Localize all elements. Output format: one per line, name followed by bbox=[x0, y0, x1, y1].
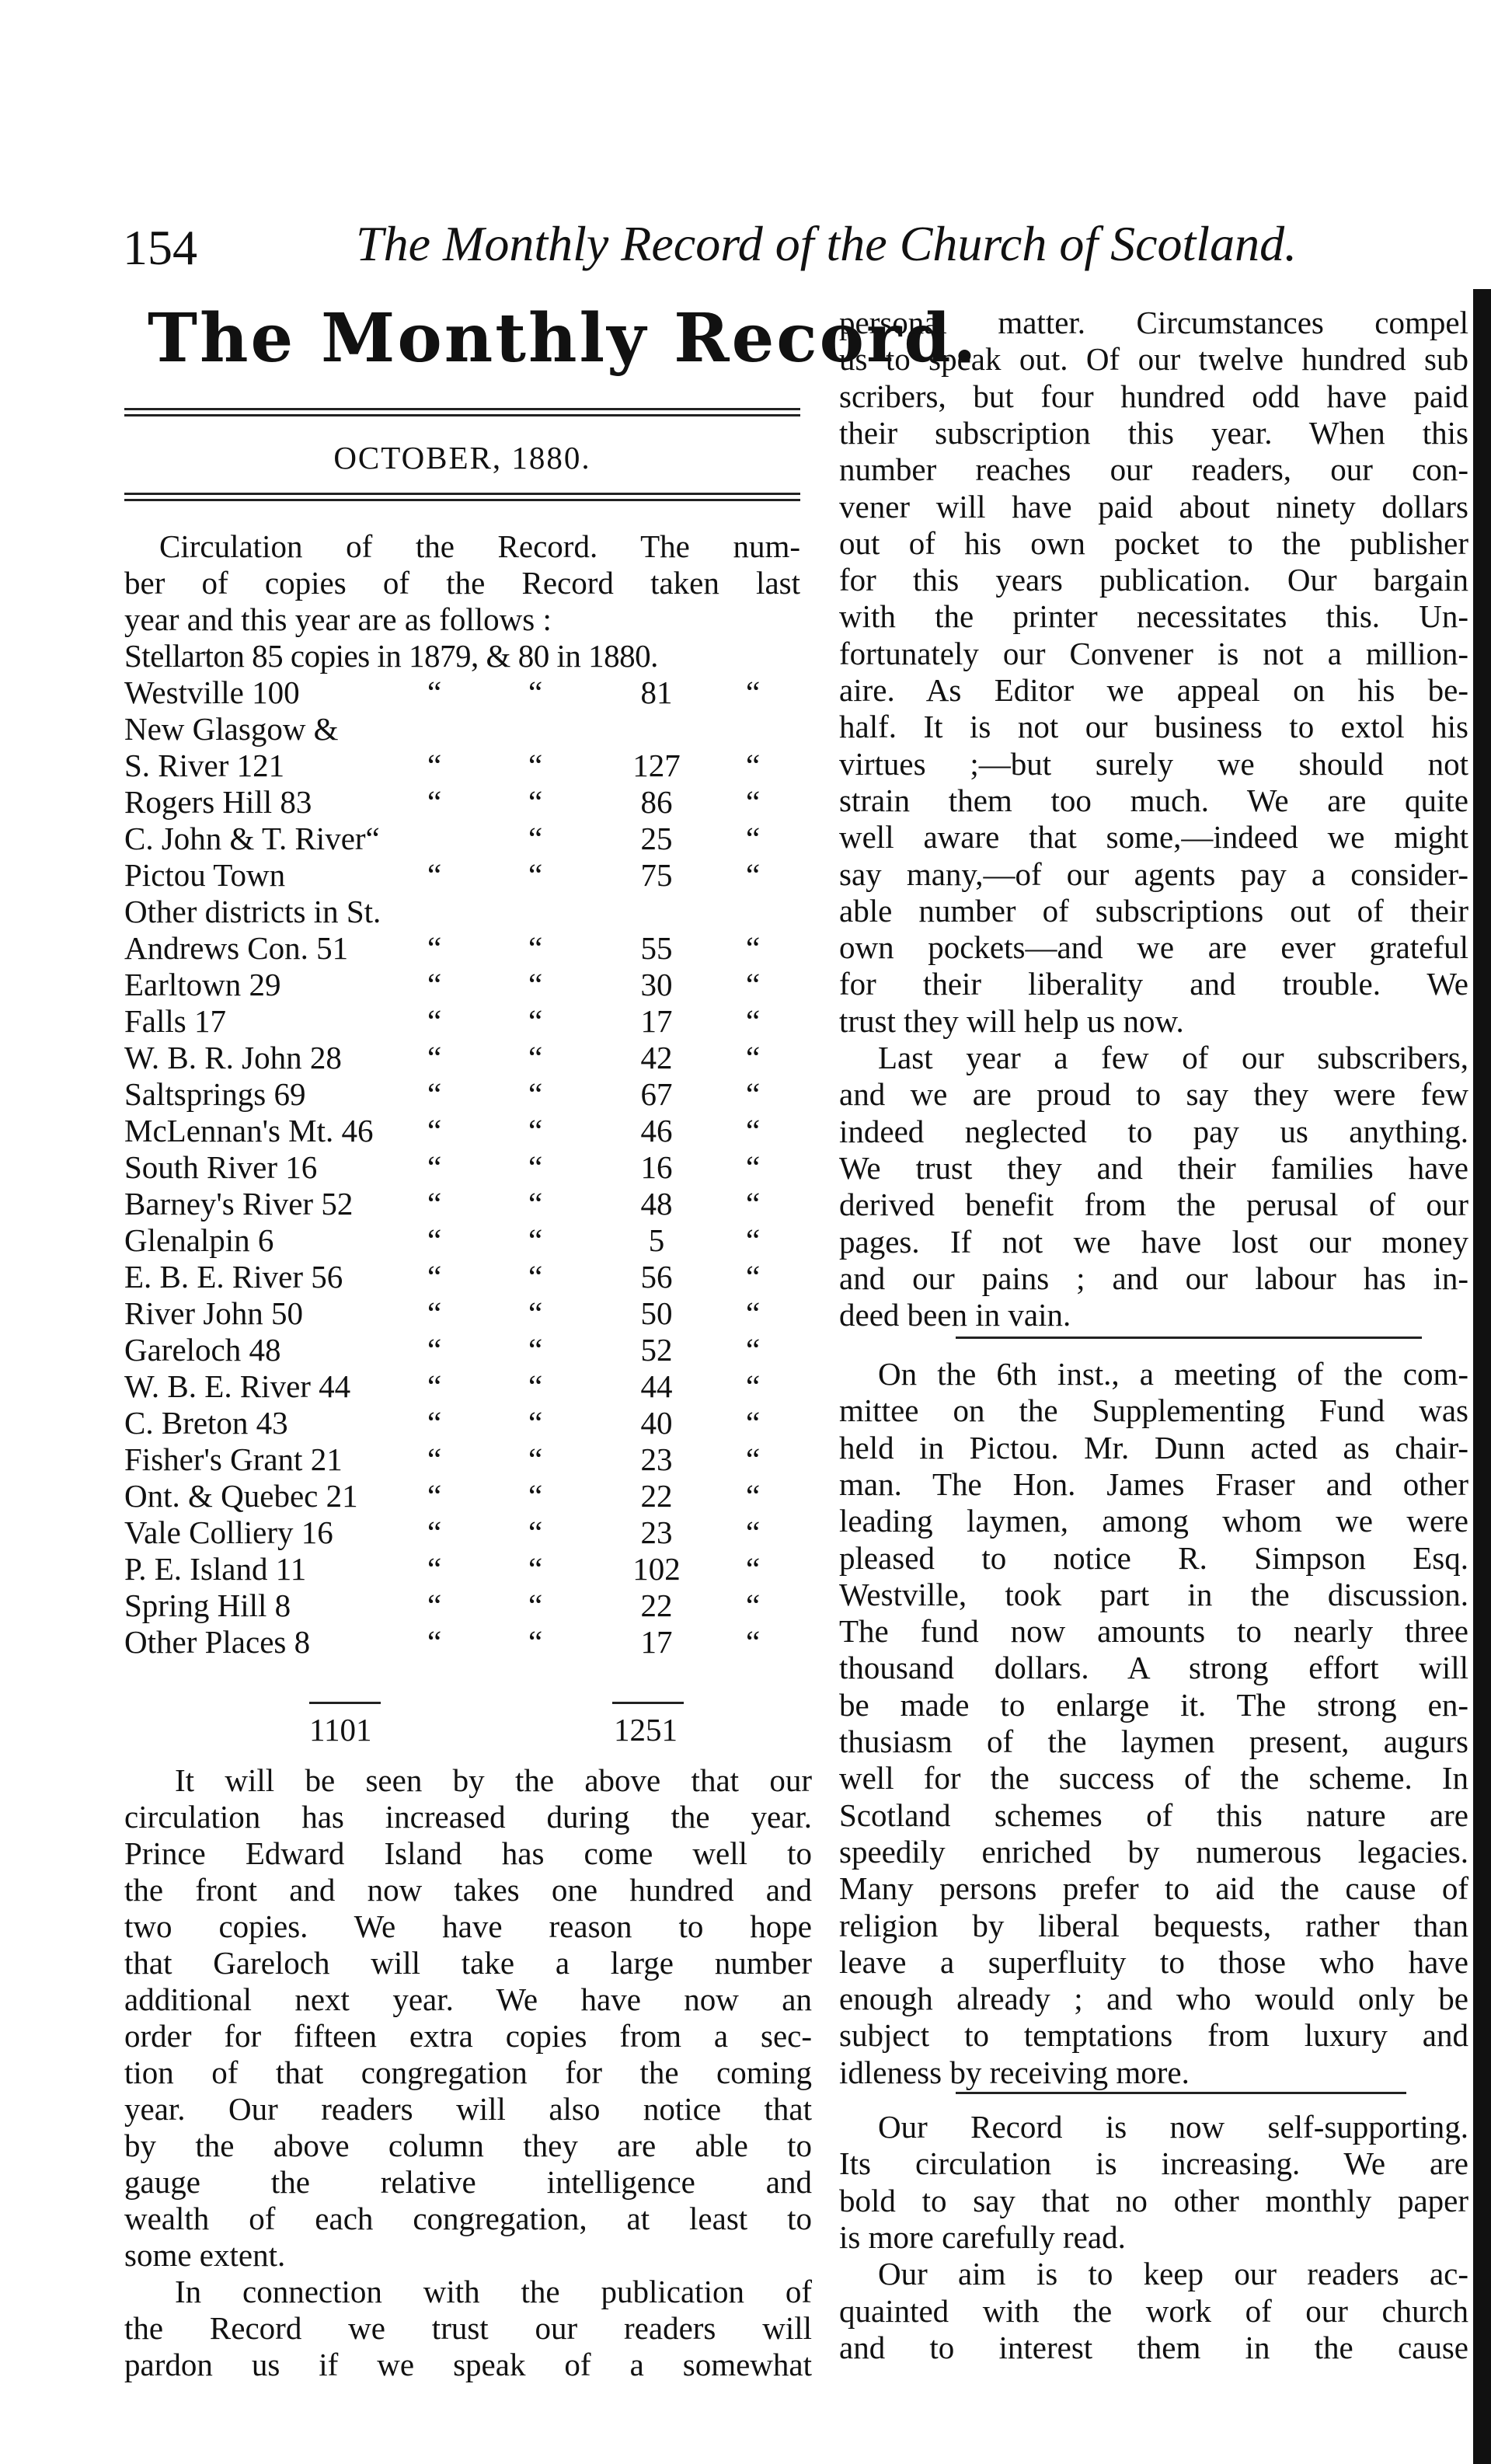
ditto-mark: “ bbox=[427, 1514, 442, 1550]
total-1879: 1101 bbox=[309, 1712, 372, 1748]
table-row bbox=[124, 1587, 800, 1624]
body-text-line: the Record we trust our readers will bbox=[124, 2310, 812, 2346]
masthead-title: The Monthly Record. bbox=[148, 299, 979, 378]
page-number: 154 bbox=[123, 220, 197, 275]
row-place: Gareloch 48 bbox=[124, 1332, 281, 1368]
body-text-line: and our pains ; and our labour has in- bbox=[839, 1260, 1468, 1296]
ditto-mark: “ bbox=[427, 1551, 442, 1587]
row-1880-value: 5 bbox=[648, 1222, 665, 1258]
body-text-line: Scotland schemes of this nature are bbox=[839, 1797, 1468, 1833]
ditto-mark: “ bbox=[746, 967, 761, 1002]
ditto-mark: “ bbox=[427, 1259, 442, 1295]
ditto-mark: “ bbox=[427, 1222, 442, 1258]
ditto-mark: “ bbox=[528, 1222, 543, 1258]
ditto-mark: “ bbox=[746, 1149, 761, 1185]
row-1880-value: 16 bbox=[640, 1149, 673, 1185]
section-divider bbox=[956, 1337, 1422, 1339]
ditto-mark: “ bbox=[746, 748, 761, 783]
row-place: Andrews Con. 51 bbox=[124, 930, 349, 966]
ditto-mark: “ bbox=[746, 1259, 761, 1295]
ditto-mark: “ bbox=[427, 1076, 442, 1112]
body-text-line: is more carefully read. bbox=[839, 2218, 1126, 2255]
row-1880-value: 75 bbox=[640, 857, 673, 893]
table-row bbox=[124, 1076, 800, 1113]
row-1880-value: 17 bbox=[640, 1003, 673, 1039]
row-place: Glenalpin 6 bbox=[124, 1222, 274, 1258]
body-text-line: their subscription this year. When this bbox=[839, 414, 1468, 451]
total-rule bbox=[612, 1702, 684, 1704]
table-row bbox=[124, 1295, 800, 1332]
body-text-line: some extent. bbox=[124, 2237, 286, 2273]
body-text-line: able number of subscriptions out of their bbox=[839, 892, 1468, 929]
body-text-line: derived benefit from the perusal of our bbox=[839, 1187, 1468, 1223]
ditto-mark: “ bbox=[746, 1332, 761, 1368]
body-text-line: Its circulation is increasing. We are bbox=[839, 2145, 1468, 2182]
row-place: W. B. R. John 28 bbox=[124, 1040, 342, 1075]
row-1880-value: 23 bbox=[640, 1441, 673, 1477]
ditto-mark: “ bbox=[746, 1003, 761, 1039]
body-text-line: Our aim is to keep our readers ac- bbox=[878, 2256, 1468, 2292]
ditto-mark: “ bbox=[427, 1040, 442, 1075]
body-text-line: and to interest them in the cause bbox=[839, 2329, 1468, 2365]
row-place: Westville 100 bbox=[124, 674, 300, 710]
row-1880-value: 81 bbox=[640, 674, 673, 710]
intro-line: Circulation of the Record. The num- bbox=[159, 528, 800, 564]
ditto-mark: “ bbox=[427, 674, 442, 710]
ditto-mark: “ bbox=[528, 1441, 543, 1477]
row-place: Spring Hill 8 bbox=[124, 1587, 291, 1623]
ditto-mark: “ bbox=[427, 1295, 442, 1331]
row-1880-value: 55 bbox=[640, 930, 673, 966]
body-text-line: trust they will help us now. bbox=[839, 1002, 1184, 1039]
ditto-mark: “ bbox=[746, 1514, 761, 1550]
intro-line: year and this year are as follows : bbox=[124, 601, 552, 637]
body-text-line: deed been in vain. bbox=[839, 1297, 1071, 1333]
ditto-mark: “ bbox=[746, 1076, 761, 1112]
masthead-rule-top bbox=[124, 408, 800, 410]
row-1880-value: 25 bbox=[640, 821, 673, 856]
ditto-mark: “ bbox=[746, 1624, 761, 1660]
body-text-line: with the printer necessitates this. Un- bbox=[839, 598, 1468, 635]
body-text-line: the front and now takes one hundred and bbox=[124, 1872, 812, 1908]
row-1880-value: 127 bbox=[632, 748, 681, 783]
body-text-line: pages. If not we have lost our money bbox=[839, 1223, 1468, 1260]
body-text-line: out of his own pocket to the publisher bbox=[839, 525, 1468, 561]
body-text-line: wealth of each congregation, at least to bbox=[124, 2201, 812, 2236]
ditto-mark: “ bbox=[427, 1405, 442, 1441]
row-1880-value: 17 bbox=[640, 1624, 673, 1660]
table-row bbox=[124, 1186, 800, 1222]
intro-line: ber of copies of the Record taken last bbox=[124, 565, 800, 601]
body-text-line: be made to enlarge it. The strong en- bbox=[839, 1686, 1468, 1723]
ditto-mark: “ bbox=[746, 930, 761, 966]
body-text-line: half. It is not our business to extol his bbox=[839, 709, 1468, 745]
table-row bbox=[124, 967, 800, 1003]
masthead-rule-top-double bbox=[124, 414, 800, 416]
body-text-line: In connection with the publication of bbox=[175, 2274, 812, 2309]
row-place: New Glasgow & bbox=[124, 711, 339, 747]
body-text-line: for their liberality and trouble. We bbox=[839, 966, 1468, 1002]
ditto-mark: “ bbox=[427, 1003, 442, 1039]
body-text-line: thousand dollars. A strong effort will bbox=[839, 1650, 1468, 1686]
row-1880-value: 44 bbox=[640, 1368, 673, 1404]
body-text-line: say many,—of our agents pay a consider- bbox=[839, 856, 1468, 892]
table-first-row: Stellarton 85 copies in 1879, & 80 in 1880. bbox=[124, 638, 658, 674]
ditto-mark: “ bbox=[746, 1222, 761, 1258]
ditto-mark: “ bbox=[427, 1113, 442, 1148]
body-text-line: On the 6th inst., a meeting of the com- bbox=[878, 1356, 1468, 1392]
table-row bbox=[124, 1222, 800, 1259]
table-row bbox=[124, 1441, 800, 1478]
ditto-mark: “ bbox=[528, 857, 543, 893]
body-text-line: scribers, but four hundred odd have paid bbox=[839, 378, 1468, 414]
body-text-line: by the above column they are able to bbox=[124, 2128, 812, 2163]
dateline-rule-bottom bbox=[124, 493, 800, 495]
row-place: Other districts in St. bbox=[124, 894, 381, 929]
ditto-mark: “ bbox=[427, 1149, 442, 1185]
body-text-line: two copies. We have reason to hope bbox=[124, 1908, 812, 1944]
table-row bbox=[124, 1368, 800, 1405]
body-text-line: We trust they and their families have bbox=[839, 1149, 1468, 1186]
ditto-mark: “ bbox=[427, 857, 442, 893]
body-text-line: subject to temptations from luxury and bbox=[839, 2017, 1468, 2054]
body-text-line: idleness by receiving more. bbox=[839, 2054, 1190, 2090]
table-row bbox=[124, 1113, 800, 1149]
ditto-mark: “ bbox=[528, 1551, 543, 1587]
body-text-line: fortunately our Convener is not a million- bbox=[839, 635, 1468, 671]
row-1880-value: 30 bbox=[640, 967, 673, 1002]
ditto-mark: “ bbox=[528, 784, 543, 820]
total-1880: 1251 bbox=[614, 1712, 678, 1748]
body-text-line: man. The Hon. James Fraser and other bbox=[839, 1466, 1468, 1502]
ditto-mark: “ bbox=[746, 1113, 761, 1148]
ditto-mark: “ bbox=[528, 1587, 543, 1623]
ditto-mark: “ bbox=[746, 1368, 761, 1404]
row-place: Earltown 29 bbox=[124, 967, 281, 1002]
ditto-mark: “ bbox=[427, 1368, 442, 1404]
table-row bbox=[124, 1259, 800, 1295]
ditto-mark: “ bbox=[528, 1368, 543, 1404]
ditto-mark: “ bbox=[427, 1441, 442, 1477]
body-text-line: personal matter. Circumstances compel bbox=[839, 305, 1468, 340]
body-text-line: for this years publication. Our bargain bbox=[839, 562, 1468, 598]
ditto-mark: “ bbox=[427, 748, 442, 783]
row-1880-value: 23 bbox=[640, 1514, 673, 1550]
ditto-mark: “ bbox=[746, 1405, 761, 1441]
body-text-line: us to speak out. Of our twelve hundred sub bbox=[839, 341, 1468, 378]
table-row bbox=[124, 711, 800, 748]
row-1880-value: 42 bbox=[640, 1040, 673, 1075]
ditto-mark: “ bbox=[528, 1259, 543, 1295]
body-text-line: It will be seen by the above that our bbox=[175, 1762, 812, 1798]
body-text-line: additional next year. We have now an bbox=[124, 1981, 812, 2017]
ditto-mark: “ bbox=[427, 1478, 442, 1514]
ditto-mark: “ bbox=[746, 784, 761, 820]
body-text-line: enough already ; and who would only be bbox=[839, 1981, 1468, 2017]
table-row bbox=[124, 1624, 800, 1661]
row-1880-value: 102 bbox=[632, 1551, 681, 1587]
running-title: The Monthly Record of the Church of Scotland. bbox=[356, 216, 1298, 271]
body-text-line: held in Pictou. Mr. Dunn acted as chair- bbox=[839, 1429, 1468, 1466]
body-text-line: quainted with the work of our church bbox=[839, 2292, 1468, 2329]
row-place: Other Places 8 bbox=[124, 1624, 311, 1660]
row-place: McLennan's Mt. 46 bbox=[124, 1113, 374, 1148]
ditto-mark: “ bbox=[746, 674, 761, 710]
ditto-mark: “ bbox=[528, 967, 543, 1002]
row-1880-value: 52 bbox=[640, 1332, 673, 1368]
row-1880-value: 48 bbox=[640, 1186, 673, 1222]
table-row bbox=[124, 1040, 800, 1076]
ditto-mark: “ bbox=[746, 1551, 761, 1587]
row-place: Barney's River 52 bbox=[124, 1186, 354, 1222]
ditto-mark: “ bbox=[746, 1295, 761, 1331]
row-place: Vale Colliery 16 bbox=[124, 1514, 333, 1550]
row-place: Falls 17 bbox=[124, 1003, 226, 1039]
body-text-line: Our Record is now self-supporting. bbox=[878, 2109, 1468, 2145]
body-text-line: indeed neglected to pay us anything. bbox=[839, 1113, 1468, 1149]
ditto-mark: “ bbox=[427, 930, 442, 966]
ditto-mark: “ bbox=[528, 1514, 543, 1550]
ditto-mark: “ bbox=[427, 784, 442, 820]
table-row bbox=[124, 1551, 800, 1587]
ditto-mark: “ bbox=[528, 1149, 543, 1185]
body-text-line: circulation has increased during the year. bbox=[124, 1799, 812, 1835]
body-text-line: pardon us if we speak of a somewhat bbox=[124, 2347, 812, 2382]
ditto-mark: “ bbox=[427, 967, 442, 1002]
ditto-mark: “ bbox=[746, 857, 761, 893]
row-place: W. B. E. River 44 bbox=[124, 1368, 351, 1404]
body-text-line: well for the success of the scheme. In bbox=[839, 1760, 1468, 1797]
ditto-mark: “ bbox=[528, 1003, 543, 1039]
row-place: Rogers Hill 83 bbox=[124, 784, 312, 820]
ditto-mark: “ bbox=[427, 1624, 442, 1660]
ditto-mark: “ bbox=[528, 1478, 543, 1514]
body-text-line: speedily enriched by numerous legacies. bbox=[839, 1833, 1468, 1870]
body-text-line: order for fifteen extra copies from a sec- bbox=[124, 2018, 812, 2054]
body-text-line: tion of that congregation for the coming bbox=[124, 2054, 812, 2090]
table-row bbox=[124, 821, 800, 857]
ditto-mark: “ bbox=[528, 674, 543, 710]
dateline-rule-bottom-double bbox=[124, 499, 800, 501]
body-text-line: vener will have paid about ninety dollars bbox=[839, 488, 1468, 525]
row-1880-value: 50 bbox=[640, 1295, 673, 1331]
ditto-mark: “ bbox=[528, 1332, 543, 1368]
ditto-mark: “ bbox=[528, 821, 543, 856]
body-text-line: leave a superfluity to those who have bbox=[839, 1943, 1468, 1980]
body-text-line: Last year a few of our subscribers, bbox=[878, 1040, 1468, 1075]
table-row bbox=[124, 1332, 800, 1368]
body-text-line: mittee on the Supplementing Fund was bbox=[839, 1392, 1468, 1429]
table-row bbox=[124, 748, 800, 784]
body-text-line: well aware that some,—indeed we might bbox=[839, 819, 1468, 856]
ditto-mark: “ bbox=[427, 1332, 442, 1368]
page-edge-shadow bbox=[1473, 289, 1491, 2464]
table-row bbox=[124, 1003, 800, 1040]
table-row bbox=[124, 784, 800, 821]
table-row bbox=[124, 1149, 800, 1186]
row-place: P. E. Island 11 bbox=[124, 1551, 307, 1587]
ditto-mark: “ bbox=[528, 1624, 543, 1660]
body-text-line: own pockets—and we are ever grateful bbox=[839, 929, 1468, 966]
table-row bbox=[124, 894, 800, 930]
body-text-line: Many persons prefer to aid the cause of bbox=[839, 1870, 1468, 1907]
row-place: Pictou Town bbox=[124, 857, 286, 893]
row-1880-value: 56 bbox=[640, 1259, 673, 1295]
row-place: Saltsprings 69 bbox=[124, 1076, 306, 1112]
body-text-line: virtues ;—but surely we should not bbox=[839, 745, 1468, 782]
ditto-mark: “ bbox=[528, 1295, 543, 1331]
ditto-mark: “ bbox=[746, 821, 761, 856]
body-text-line: leading laymen, among whom we were bbox=[839, 1503, 1468, 1539]
total-rule bbox=[309, 1702, 381, 1704]
body-text-line: religion by liberal bequests, rather than bbox=[839, 1907, 1468, 1943]
body-text-line: strain them too much. We are quite bbox=[839, 782, 1468, 818]
table-row bbox=[124, 930, 800, 967]
row-1880-value: 46 bbox=[640, 1113, 673, 1148]
body-text-line: The fund now amounts to nearly three bbox=[839, 1613, 1468, 1650]
table-row bbox=[124, 1478, 800, 1514]
ditto-mark: “ bbox=[528, 1076, 543, 1112]
row-place: C. Breton 43 bbox=[124, 1405, 288, 1441]
body-text-line: Westville, took part in the discussion. bbox=[839, 1576, 1468, 1612]
row-place: Fisher's Grant 21 bbox=[124, 1441, 343, 1477]
body-text-line: gauge the relative intelligence and bbox=[124, 2164, 812, 2200]
body-text-line: Prince Edward Island has come well to bbox=[124, 1835, 812, 1871]
ditto-mark: “ bbox=[746, 1478, 761, 1514]
table-row bbox=[124, 1514, 800, 1551]
body-text-line: aire. As Editor we appeal on his be- bbox=[839, 672, 1468, 708]
row-1880-value: 86 bbox=[640, 784, 673, 820]
table-row bbox=[124, 1405, 800, 1441]
ditto-mark: “ bbox=[528, 930, 543, 966]
row-place: South River 16 bbox=[124, 1149, 318, 1185]
ditto-mark: “ bbox=[746, 1040, 761, 1075]
dateline: OCTOBER, 1880. bbox=[333, 440, 591, 476]
ditto-mark: “ bbox=[528, 1040, 543, 1075]
row-place: E. B. E. River 56 bbox=[124, 1259, 343, 1295]
row-place: S. River 121 bbox=[124, 748, 285, 783]
ditto-mark: “ bbox=[746, 1441, 761, 1477]
row-place: River John 50 bbox=[124, 1295, 304, 1331]
table-row bbox=[124, 674, 800, 711]
row-place: C. John & T. River“ bbox=[124, 821, 380, 856]
row-1880-value: 22 bbox=[640, 1478, 673, 1514]
ditto-mark: “ bbox=[528, 1405, 543, 1441]
body-text-line: bold to say that no other monthly paper bbox=[839, 2182, 1468, 2218]
row-1880-value: 67 bbox=[640, 1076, 673, 1112]
body-text-line: and we are proud to say they were few bbox=[839, 1076, 1468, 1113]
row-1880-value: 40 bbox=[640, 1405, 673, 1441]
section-divider bbox=[956, 2092, 1406, 2094]
body-text-line: pleased to notice R. Simpson Esq. bbox=[839, 1539, 1468, 1576]
ditto-mark: “ bbox=[427, 1186, 442, 1222]
ditto-mark: “ bbox=[528, 748, 543, 783]
row-1880-value: 22 bbox=[640, 1587, 673, 1623]
ditto-mark: “ bbox=[528, 1113, 543, 1148]
body-text-line: year. Our readers will also notice that bbox=[124, 2091, 812, 2127]
ditto-mark: “ bbox=[746, 1587, 761, 1623]
ditto-mark: “ bbox=[427, 1587, 442, 1623]
ditto-mark: “ bbox=[746, 1186, 761, 1222]
body-text-line: that Gareloch will take a large number bbox=[124, 1945, 812, 1981]
row-place: Ont. & Quebec 21 bbox=[124, 1478, 358, 1514]
body-text-line: number reaches our readers, our con- bbox=[839, 451, 1468, 488]
ditto-mark: “ bbox=[528, 1186, 543, 1222]
table-row bbox=[124, 857, 800, 894]
body-text-line: thusiasm of the laymen present, augurs bbox=[839, 1723, 1468, 1759]
